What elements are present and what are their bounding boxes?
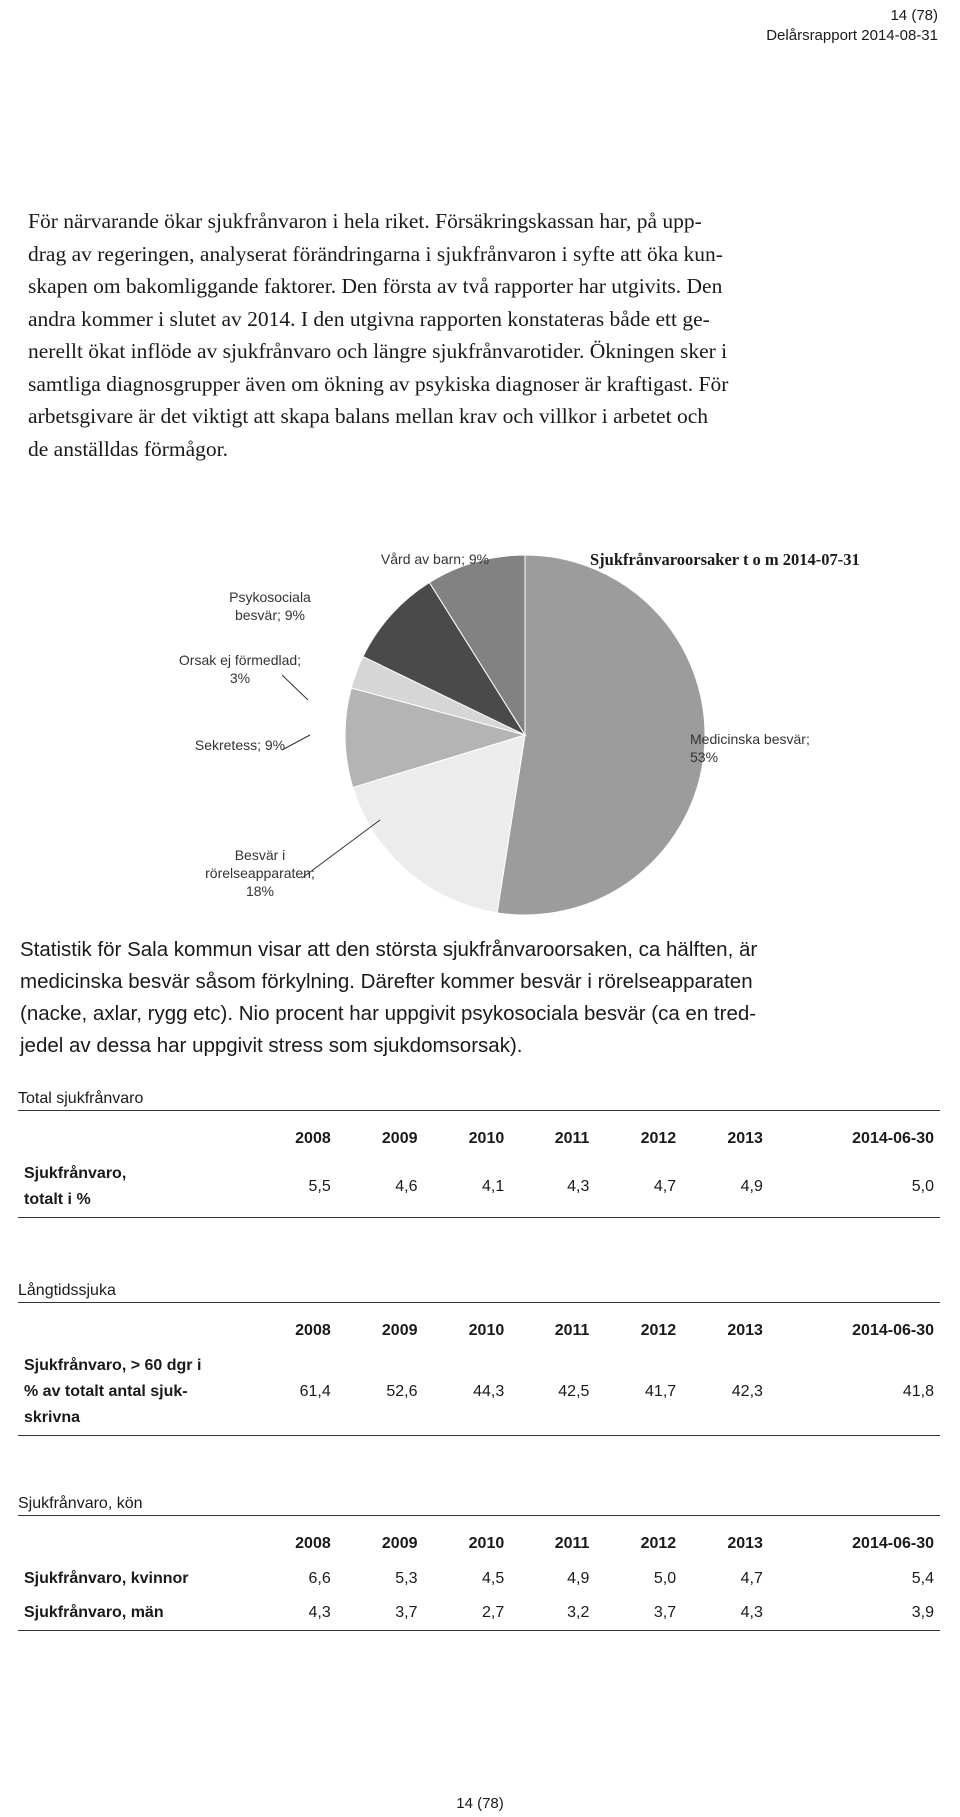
table-caption: Total sjukfrånvaro — [18, 1090, 940, 1111]
row-label-line: % av totalt antal sjuk- — [24, 1383, 188, 1400]
table-header-cell: 2012 — [640, 1322, 677, 1339]
statistics-line: (nacke, axlar, rygg etc). Nio procent har uppgivit psykosociala besvär (ca en tred- — [20, 1002, 757, 1025]
table-cell: 5,5 — [308, 1178, 331, 1195]
table-cell: 61,4 — [299, 1383, 331, 1400]
pie-slice-label: Sekretess; 9% — [194, 737, 286, 753]
table-header-cell: 2010 — [468, 1535, 505, 1552]
table-cell: 5,0 — [653, 1570, 677, 1587]
table-header-empty — [18, 1121, 250, 1157]
table-cell: 4,1 — [482, 1178, 505, 1195]
table-cell: 4,7 — [653, 1178, 677, 1195]
table-cell: 4,7 — [740, 1570, 763, 1587]
row-label-line: Sjukfrånvaro, > 60 dgr i — [24, 1357, 202, 1374]
table-row — [18, 1157, 940, 1218]
data-table — [18, 1526, 940, 1631]
table-header-cell: 2011 — [554, 1322, 590, 1339]
intro-line: arbetsgivare är det viktigt att skapa balans mellan krav och villkor i arbetet och — [28, 404, 708, 428]
table-cell: 4,5 — [482, 1570, 505, 1587]
pie-chart — [130, 540, 960, 930]
table-cell: 3,9 — [911, 1604, 934, 1621]
table-row — [18, 1596, 940, 1631]
row-label-line: totalt i % — [24, 1191, 91, 1208]
table-caption: Sjukfrånvaro, kön — [18, 1495, 940, 1516]
table-cell: 5,3 — [395, 1570, 418, 1587]
pie-slice-label: Besvär i rörelseapparaten; 18% — [205, 847, 315, 899]
table-long-term-sick — [18, 1282, 940, 1436]
table-cell: 44,3 — [473, 1383, 505, 1400]
table-header-cell: 2008 — [295, 1322, 331, 1339]
intro-line: skapen om bakomliggande faktorer. Den första av två rapporter har utgivits. Den — [28, 274, 723, 298]
intro-line: nerellt ökat inflöde av sjukfrånvaro och längre sjukfrånvarotider. Ökningen sker i — [28, 339, 728, 363]
table-cell: 42,3 — [731, 1383, 763, 1400]
table-cell: 4,9 — [567, 1570, 590, 1587]
table-caption: Långtidssjuka — [18, 1282, 940, 1303]
table-header-cell: 2010 — [468, 1130, 505, 1147]
table-cell: 41,7 — [645, 1383, 677, 1400]
pie-leader-line — [282, 675, 308, 700]
statistics-line: jedel av dessa har uppgivit stress som sjukdomsorsak). — [20, 1034, 523, 1057]
row-label-line: skrivna — [24, 1409, 81, 1426]
table-header-cell: 2012 — [640, 1535, 677, 1552]
table-header-cell: 2014-06-30 — [852, 1535, 934, 1552]
row-label — [18, 1349, 250, 1436]
table-cell: 3,7 — [395, 1604, 418, 1621]
table-header-empty — [18, 1526, 250, 1562]
table-cell: 4,3 — [308, 1604, 331, 1621]
statistics-paragraph — [20, 934, 940, 1062]
pie-slice-label: Vård av barn; 9% — [380, 551, 490, 567]
chart-title: Sjukfrånvaroorsaker t o m 2014-07-31 — [590, 550, 860, 569]
row-label: Sjukfrånvaro, män — [24, 1604, 164, 1621]
table-header-cell: 2009 — [381, 1130, 418, 1147]
table-header-cell: 2008 — [295, 1130, 331, 1147]
table-cell: 4,3 — [740, 1604, 763, 1621]
table-header-cell: 2010 — [468, 1322, 505, 1339]
pie-slice-label: Psykosociala besvär; 9% — [229, 589, 311, 623]
table-header-cell: 2013 — [727, 1322, 763, 1339]
table-header-cell: 2013 — [727, 1535, 763, 1552]
table-sick-leave-by-gender — [18, 1495, 940, 1631]
table-header-cell: 2009 — [381, 1535, 418, 1552]
row-label-line: Sjukfrånvaro, — [24, 1165, 127, 1182]
row-label: Sjukfrånvaro, kvinnor — [24, 1570, 189, 1587]
pie-slice — [497, 555, 705, 915]
table-header-cell: 2011 — [554, 1130, 590, 1147]
pie-slice-label: Orsak ej förmedlad; 3% — [178, 652, 302, 686]
table-cell: 5,4 — [911, 1570, 934, 1587]
intro-line: För närvarande ökar sjukfrånvaron i hela riket. Försäkringskassan har, på upp- — [28, 209, 702, 233]
intro-line: andra kommer i slutet av 2014. I den utgivna rapporten konstateras både ett ge- — [28, 306, 710, 331]
pie-slice-label: Medicinska besvär; 53% — [690, 731, 810, 765]
table-row — [18, 1562, 940, 1596]
table-header-row — [18, 1526, 940, 1562]
table-header-cell: 2013 — [727, 1130, 763, 1147]
table-cell: 42,5 — [558, 1383, 590, 1400]
table-header-row — [18, 1121, 940, 1157]
intro-line: de anställdas förmågor. — [28, 436, 229, 461]
statistics-line: medicinska besvär såsom förkylning. Därefter kommer besvär i rörelseapparaten — [20, 970, 753, 993]
page-header — [766, 6, 938, 46]
table-header-cell: 2012 — [640, 1130, 677, 1147]
table-header-cell: 2009 — [381, 1322, 418, 1339]
table-row — [18, 1349, 940, 1436]
table-cell: 4,3 — [567, 1178, 590, 1195]
table-total-sick-leave — [18, 1090, 940, 1218]
table-cell: 3,2 — [567, 1604, 590, 1621]
table-header-cell: 2011 — [554, 1535, 590, 1552]
table-header-cell: 2014-06-30 — [852, 1322, 934, 1339]
table-cell: 52,6 — [386, 1383, 418, 1400]
intro-line: samtliga diagnosgrupper även om ökning av psykiska diagnoser är kraftigast. För — [28, 371, 729, 396]
intro-line: drag av regeringen, analyserat förändringarna i sjukfrånvaron i syfte att öka kun- — [28, 241, 723, 266]
table-cell: 4,9 — [740, 1178, 763, 1195]
table-header-cell: 2014-06-30 — [852, 1130, 934, 1147]
table-cell: 2,7 — [482, 1604, 505, 1621]
table-header-row — [18, 1313, 940, 1349]
statistics-line: Statistik för Sala kommun visar att den största sjukfrånvaroorsaken, ca hälften, är — [20, 938, 758, 961]
data-table — [18, 1313, 940, 1436]
row-label — [18, 1157, 250, 1218]
table-cell: 41,8 — [902, 1383, 934, 1400]
table-cell: 5,0 — [911, 1178, 934, 1195]
header-report-title: Delårsrapport 2014-08-31 — [766, 27, 938, 44]
table-cell: 3,7 — [653, 1604, 677, 1621]
intro-paragraph — [28, 205, 938, 465]
pie-leader-line — [282, 735, 310, 750]
table-header-empty — [18, 1313, 250, 1349]
table-cell: 6,6 — [308, 1570, 331, 1587]
table-header-cell: 2008 — [295, 1535, 331, 1552]
table-cell: 4,6 — [395, 1178, 418, 1195]
page-footer: 14 (78) — [456, 1795, 504, 1812]
data-table — [18, 1121, 940, 1218]
header-page-number: 14 (78) — [890, 7, 938, 24]
